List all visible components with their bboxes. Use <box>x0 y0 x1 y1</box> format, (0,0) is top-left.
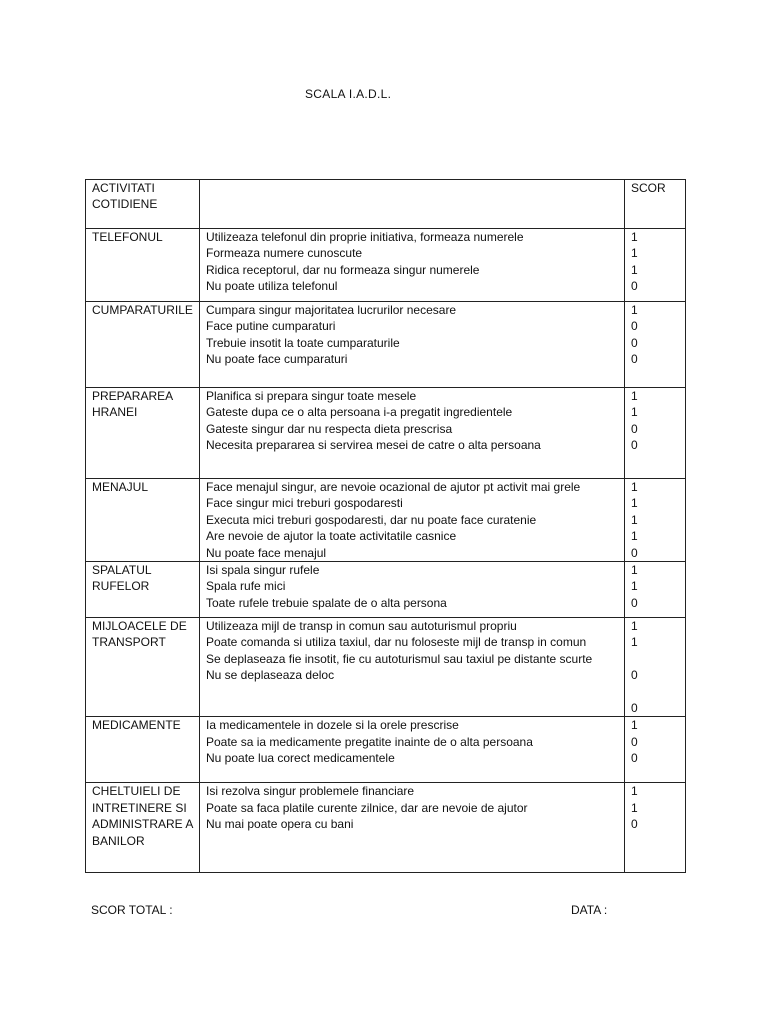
item-score: 1 <box>631 389 638 403</box>
header-activity: ACTIVITATI COTIDIENE <box>86 180 200 229</box>
date-label: DATA : <box>571 903 608 917</box>
item-score: 1 <box>631 619 638 634</box>
item-text: Spala rufe mici <box>206 579 286 594</box>
item-text: Toate rufele trebuie spalate de o alta persona <box>206 595 447 610</box>
description-cell <box>200 717 625 783</box>
score-cell <box>625 618 686 717</box>
item-score: 1 <box>631 718 638 733</box>
item-text: Utilizeaza mijl de transp in comun sau autoturismul propriu <box>206 619 517 634</box>
item-score: 1 <box>631 480 638 494</box>
item-score: 0 <box>631 817 638 832</box>
description-cell <box>200 562 625 618</box>
item-text: Ridica receptorul, dar nu formeaza singur numerele <box>206 262 480 277</box>
item-score: 1 <box>631 496 638 511</box>
item-text: Nu mai poate opera cu bani <box>206 817 354 832</box>
table-row <box>86 783 686 873</box>
description-cell <box>200 229 625 302</box>
item-text: Poate comanda si utiliza taxiul, dar nu foloseste mijl de transp in comun <box>206 635 587 650</box>
description-cell <box>200 302 625 388</box>
item-score: 0 <box>631 352 638 367</box>
item-score: 0 <box>631 751 638 766</box>
item-score: 1 <box>631 800 638 815</box>
item-score: 1 <box>631 262 638 277</box>
item-text: Planifica si prepara singur toate mesele <box>206 389 417 403</box>
item-text: Nu poate utiliza telefonul <box>206 279 338 294</box>
activity-cell: TELEFONUL <box>86 229 200 302</box>
item-score: 1 <box>631 246 638 261</box>
item-text: Poate sa ia medicamente pregatite inainte de o alta persoana <box>206 734 533 749</box>
item-text: Isi rezolva singur problemele financiare <box>206 784 415 799</box>
item-text: Are nevoie de ajutor la toate activitatile casnice <box>206 529 457 544</box>
item-text: Gateste dupa ce o alta persoana i-a pregatit ingredientele <box>206 405 513 420</box>
description-cell <box>200 783 625 873</box>
item-score: 0 <box>631 668 638 683</box>
item-score: 0 <box>631 319 638 334</box>
item-score: 0 <box>631 438 638 453</box>
table-row <box>86 388 686 479</box>
score-cell <box>625 717 686 783</box>
item-text: Face putine cumparaturi <box>206 319 336 334</box>
score-cell <box>625 562 686 618</box>
header-score: SCOR <box>625 180 686 229</box>
item-score: 1 <box>631 784 638 799</box>
description-cell <box>200 479 625 562</box>
table-row <box>86 618 686 717</box>
iadl-table <box>85 179 686 873</box>
item-score: 1 <box>631 303 638 317</box>
item-text: Cumpara singur majoritatea lucrurilor necesare <box>206 303 457 317</box>
total-score-label: SCOR TOTAL : <box>91 903 173 917</box>
item-score: 1 <box>631 563 638 578</box>
item-score: 0 <box>631 734 638 749</box>
activity-cell: MIJLOACELE DE TRANSPORT <box>86 618 200 717</box>
table-header-row <box>86 180 686 229</box>
item-text: Trebuie insotit la toate cumparaturile <box>206 335 400 350</box>
item-text: Ia medicamentele in dozele si la orele prescrise <box>206 718 459 733</box>
item-text: Gateste singur dar nu respecta dieta prescrisa <box>206 421 453 436</box>
item-text: Face singur mici treburi gospodaresti <box>206 496 403 511</box>
item-score: 1 <box>631 230 638 244</box>
activity-cell: MENAJUL <box>86 479 200 562</box>
header-description <box>200 180 625 229</box>
item-score: 1 <box>631 635 638 650</box>
item-text: Utilizeaza telefonul din proprie initiativa, formeaza numerele <box>206 230 524 244</box>
score-cell <box>625 388 686 479</box>
item-score: 0 <box>631 279 638 294</box>
item-text: Necesita prepararea si servirea mesei de catre o alta persoana <box>206 438 541 453</box>
score-cell <box>625 783 686 873</box>
score-cell <box>625 229 686 302</box>
page-title: SCALA I.A.D.L. <box>305 87 392 101</box>
item-text: Se deplaseaza fie insotit, fie cu autoturismul sau taxiul pe distante scurte <box>206 651 593 666</box>
table-row <box>86 562 686 618</box>
item-score: 1 <box>631 529 638 544</box>
item-text: Isi spala singur rufele <box>206 563 320 578</box>
table-row <box>86 479 686 562</box>
activity-cell: SPALATUL RUFELOR <box>86 562 200 618</box>
item-text: Formeaza numere cunoscute <box>206 246 363 261</box>
item-text: Nu se deplaseaza deloc <box>206 668 335 683</box>
score-cell <box>625 302 686 388</box>
item-score: 0 <box>631 421 638 436</box>
score-cell <box>625 479 686 562</box>
activity-cell: MEDICAMENTE <box>86 717 200 783</box>
description-cell <box>200 388 625 479</box>
table-row <box>86 229 686 302</box>
item-text: Nu poate lua corect medicamentele <box>206 751 395 766</box>
item-score: 1 <box>631 579 638 594</box>
item-score: 1 <box>631 405 638 420</box>
activity-cell: CUMPARATURILE <box>86 302 200 388</box>
description-cell <box>200 618 625 717</box>
activity-cell: CHELTUIELI DE INTRETINERE SI ADMINISTRARE A BANILOR <box>86 783 200 873</box>
item-score: 0 <box>631 545 638 560</box>
item-score: 0 <box>631 595 638 610</box>
item-text: Executa mici treburi gospodaresti, dar nu poate face curatenie <box>206 512 537 527</box>
item-text: Nu poate face cumparaturi <box>206 352 348 367</box>
item-score: 0 <box>631 335 638 350</box>
item-score: 1 <box>631 512 638 527</box>
table-row <box>86 717 686 783</box>
item-text: Face menajul singur, are nevoie ocazional de ajutor pt activit mai grele <box>206 480 581 494</box>
item-text: Nu poate face menajul <box>206 545 327 560</box>
activity-cell: PREPARAREA HRANEI <box>86 388 200 479</box>
table-row <box>86 302 686 388</box>
item-score: 0 <box>631 701 638 716</box>
item-text: Poate sa faca platile curente zilnice, dar are nevoie de ajutor <box>206 800 528 815</box>
